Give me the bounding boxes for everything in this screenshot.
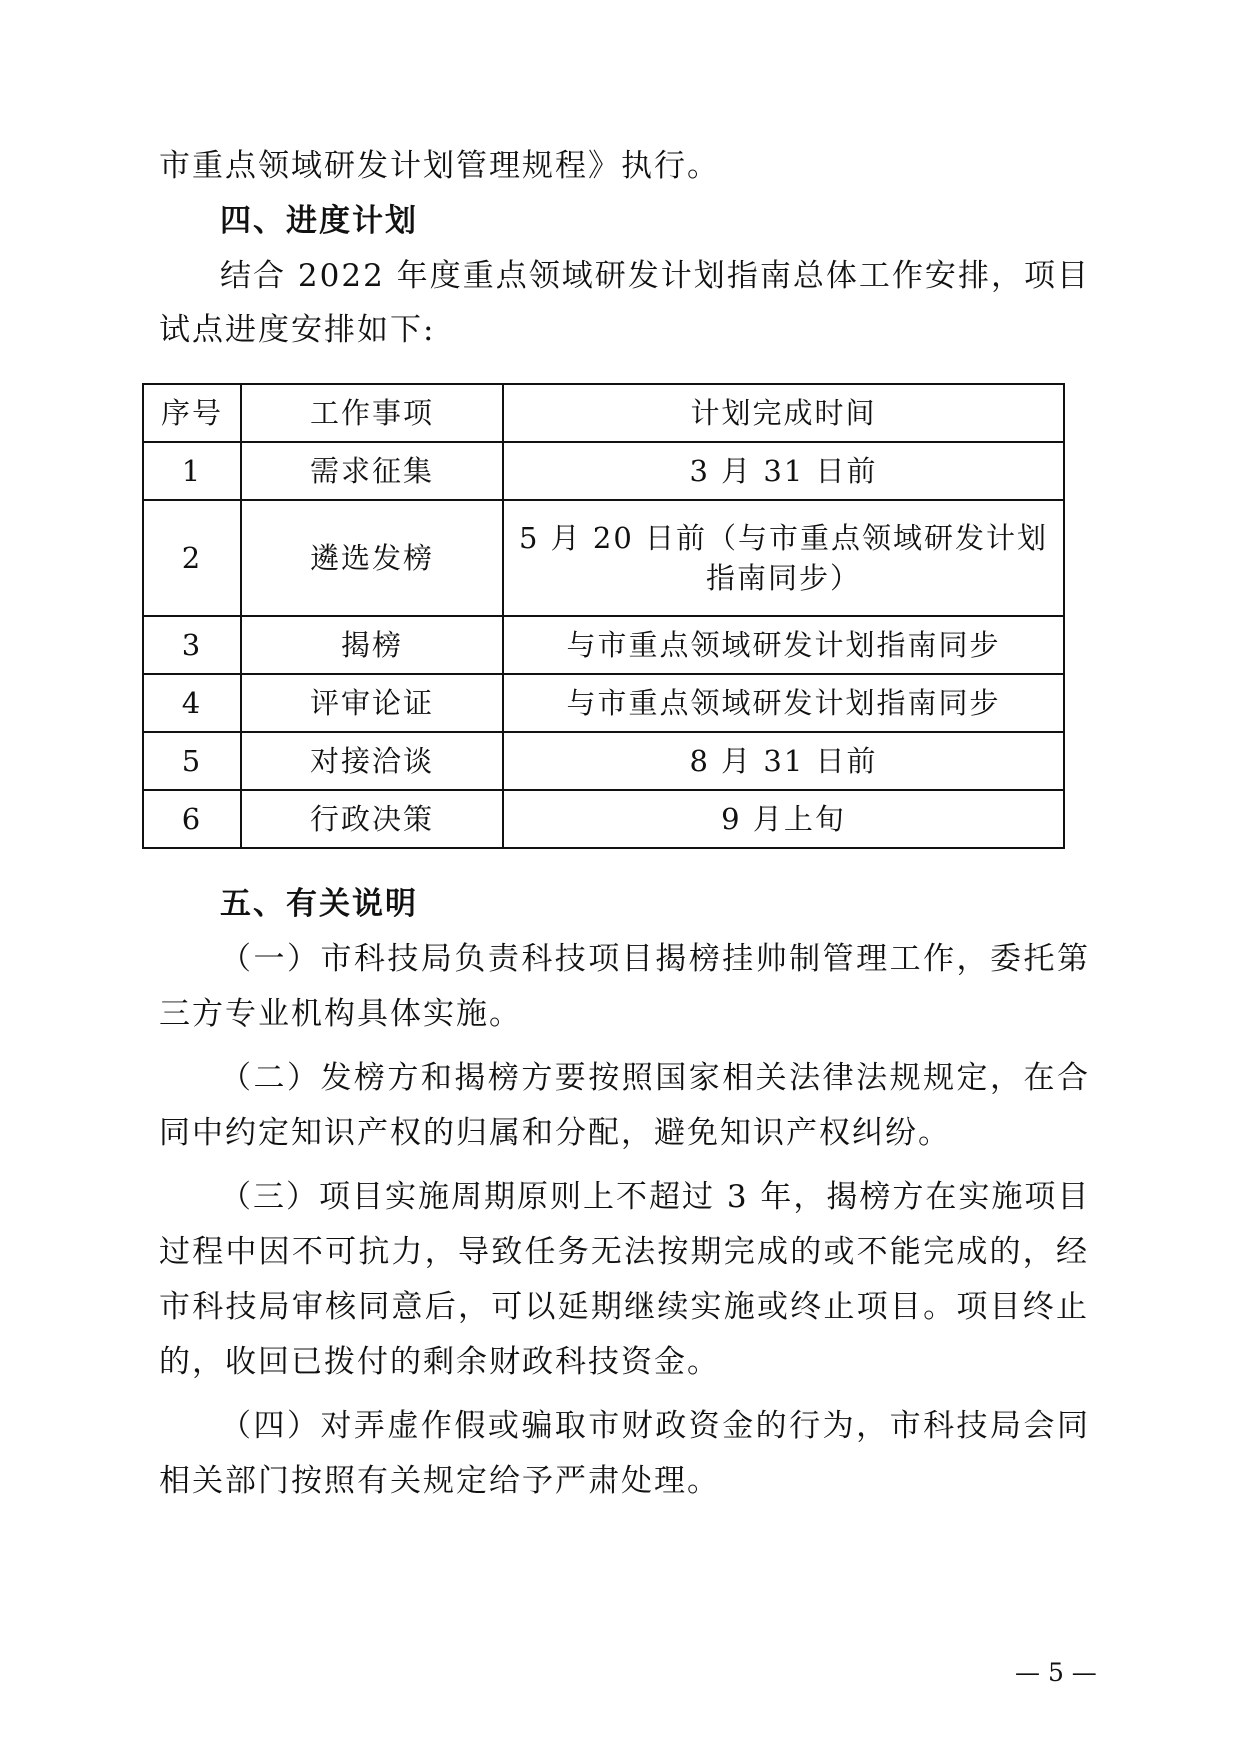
- schedule-table: [142, 383, 1065, 849]
- row-task: 对接洽谈: [241, 732, 503, 790]
- row-deadline: 3 月 31 日前: [503, 442, 1064, 500]
- row-deadline: 与市重点领域研发计划指南同步: [503, 674, 1064, 732]
- row-task: 需求征集: [241, 442, 503, 500]
- section-heading-schedule: 四、进度计划: [220, 203, 418, 239]
- table-row: [143, 616, 1064, 674]
- paragraph-line: 试点进度安排如下:: [159, 312, 436, 348]
- row-task: 行政决策: [241, 790, 503, 848]
- row-deadline: 9 月上旬: [503, 790, 1064, 848]
- row-deadline: 8 月 31 日前: [503, 732, 1064, 790]
- table-row: [143, 732, 1064, 790]
- paragraph-line: 三方专业机构具体实施。: [159, 996, 522, 1032]
- row-number: 6: [143, 790, 241, 848]
- table-row: [143, 442, 1064, 500]
- table-row: [143, 674, 1064, 732]
- paragraph-line: 市重点领域研发计划管理规程》执行。: [159, 148, 720, 184]
- table-header-cell: 计划完成时间: [503, 384, 1064, 442]
- paragraph-line: （四）对弄虚作假或骗取市财政资金的行为，市科技局会同: [220, 1408, 1090, 1444]
- row-number: 3: [143, 616, 241, 674]
- section-heading-notes: 五、有关说明: [220, 886, 418, 922]
- table-row: [143, 790, 1064, 848]
- row-task: 遴选发榜: [241, 500, 503, 616]
- paragraph-line: （二）发榜方和揭榜方要按照国家相关法律法规规定，在合: [220, 1060, 1090, 1096]
- paragraph-line: 市科技局审核同意后，可以延期继续实施或终止项目。项目终止: [159, 1289, 1089, 1325]
- row-deadline-continued: 指南同步）: [705, 561, 861, 595]
- paragraph-line: 同中约定知识产权的归属和分配，避免知识产权纠纷。: [159, 1115, 951, 1151]
- row-task: 评审论证: [241, 674, 503, 732]
- paragraph-line: 相关部门按照有关规定给予严肃处理。: [159, 1463, 720, 1499]
- table-row: [143, 500, 1064, 616]
- row-number: 2: [143, 500, 241, 616]
- paragraph-line: （一）市科技局负责科技项目揭榜挂帅制管理工作，委托第: [220, 941, 1090, 977]
- row-number: 5: [143, 732, 241, 790]
- paragraph-line: 过程中因不可抗力，导致任务无法按期完成的或不能完成的，经: [159, 1234, 1089, 1270]
- page-number: — 5 —: [1015, 1658, 1097, 1687]
- paragraph-line: 结合 2022 年度重点领域研发计划指南总体工作安排，项目: [220, 258, 1090, 294]
- table-header-cell: 序号: [143, 384, 241, 442]
- row-task: 揭榜: [241, 616, 503, 674]
- row-deadline-cell: [503, 500, 1064, 616]
- table-header-cell: 工作事项: [241, 384, 503, 442]
- table-header-row: [143, 384, 1064, 442]
- row-number: 4: [143, 674, 241, 732]
- row-number: 1: [143, 442, 241, 500]
- row-deadline: 5 月 20 日前（与市重点领域研发计划: [518, 521, 1048, 555]
- paragraph-line: 的，收回已拨付的剩余财政科技资金。: [159, 1344, 720, 1380]
- row-deadline: 与市重点领域研发计划指南同步: [503, 616, 1064, 674]
- paragraph-line: （三）项目实施周期原则上不超过 3 年，揭榜方在实施项目: [220, 1179, 1091, 1215]
